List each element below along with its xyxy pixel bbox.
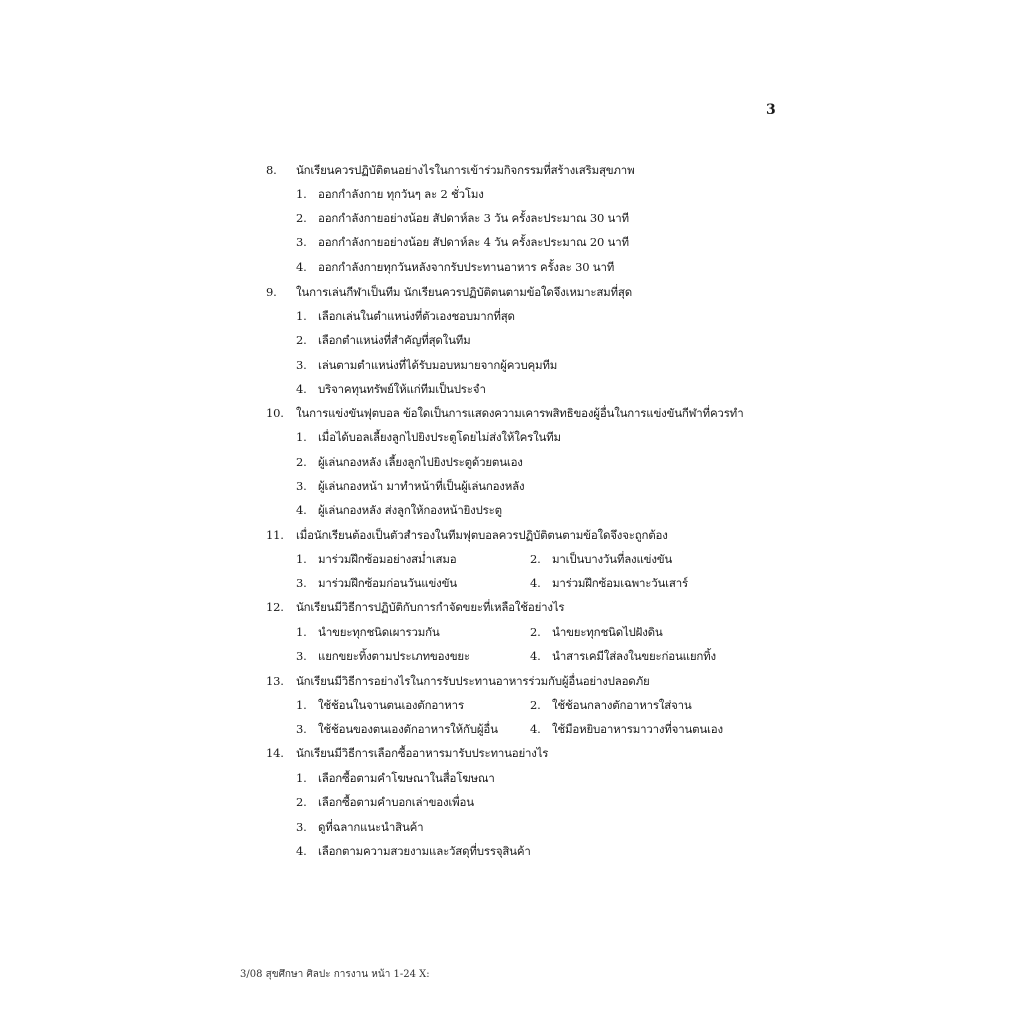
choice bbox=[296, 308, 515, 324]
choice-text: เลือกซื้อตามคำบอกเล่าของเพื่อน bbox=[318, 795, 474, 809]
choice bbox=[530, 721, 723, 737]
question-number: 10. bbox=[266, 406, 284, 420]
choice-text: เมื่อได้บอลเลี้ยงลูกไปยิงประตูโดยไม่ส่งให้ใครในทีม bbox=[318, 430, 561, 444]
question-text: เมื่อนักเรียนต้องเป็นตัวสำรองในทีมฟุตบอลควรปฏิบัติตนตามข้อใดจึงจะถูกต้อง bbox=[296, 528, 668, 542]
choice-number: 4. bbox=[530, 576, 541, 590]
choice bbox=[296, 794, 474, 810]
question-8 bbox=[266, 162, 634, 178]
choice-text: ออกกำลังกายอย่างน้อย สัปดาห์ละ 3 วัน ครั้งละประมาณ 30 นาที bbox=[318, 211, 629, 225]
choice-number: 2. bbox=[530, 552, 541, 566]
choice-text: เลือกตำแหน่งที่สำคัญที่สุดในทีม bbox=[318, 333, 471, 347]
choice-number: 2. bbox=[296, 795, 307, 809]
choice bbox=[296, 210, 629, 226]
page-footer: 3/08 สุขศึกษา ศิลปะ การงาน หน้า 1-24 X: bbox=[240, 969, 430, 980]
choice-text: บริจาคทุนทรัพย์ให้แก่ทีมเป็นประจำ bbox=[318, 382, 486, 396]
question-11 bbox=[266, 527, 668, 543]
choice-text: มาเป็นบางวันที่ลงแข่งขัน bbox=[552, 552, 673, 566]
choice-number: 3. bbox=[296, 235, 307, 249]
question-text: นักเรียนควรปฏิบัติตนอย่างไรในการเข้าร่วมกิจกรรมที่สร้างเสริมสุขภาพ bbox=[296, 163, 635, 177]
choice-number: 4. bbox=[296, 844, 307, 858]
choice-number: 4. bbox=[296, 382, 307, 396]
question-number: 9. bbox=[266, 285, 277, 299]
choice-text: ใช้ช้อนในจานตนเองตักอาหาร bbox=[318, 698, 464, 712]
choice-number: 3. bbox=[296, 649, 307, 663]
choice-text: เลือกเล่นในตำแหน่งที่ตัวเองชอบมากที่สุด bbox=[318, 309, 515, 323]
choice-number: 1. bbox=[296, 187, 307, 201]
choice-number: 4. bbox=[296, 260, 307, 274]
choice bbox=[296, 721, 498, 737]
page-number: 3 bbox=[766, 102, 776, 118]
choice-text: ออกกำลังกาย ทุกวันๆ ละ 2 ชั่วโมง bbox=[318, 187, 484, 201]
choice-text: แยกขยะทิ้งตามประเภทของขยะ bbox=[318, 649, 470, 663]
question-13 bbox=[266, 673, 650, 689]
choice-number: 4. bbox=[296, 503, 307, 517]
choice-text: นำสารเคมีใส่ลงในขยะก่อนแยกทิ้ง bbox=[552, 649, 716, 663]
choice bbox=[296, 381, 486, 397]
choice-number: 1. bbox=[296, 771, 307, 785]
choice-text: ออกกำลังกายทุกวันหลังจากรับประทานอาหาร ครั้งละ 30 นาที bbox=[318, 260, 615, 274]
choice bbox=[296, 454, 523, 470]
question-number: 8. bbox=[266, 163, 277, 177]
choice-text: ผู้เล่นกองหลัง เลี้ยงลูกไปยิงประตูด้วยตนเอง bbox=[318, 455, 523, 469]
choice-text: มาร่วมฝึกซ้อมเฉพาะวันเสาร์ bbox=[552, 576, 688, 590]
choice bbox=[296, 770, 495, 786]
choice-text: มาร่วมฝึกซ้อมก่อนวันแข่งขัน bbox=[318, 576, 457, 590]
choice bbox=[530, 648, 716, 664]
choice bbox=[530, 624, 663, 640]
choice-text: ออกกำลังกายอย่างน้อย สัปดาห์ละ 4 วัน ครั้งละประมาณ 20 นาที bbox=[318, 235, 629, 249]
choice-number: 2. bbox=[296, 211, 307, 225]
choice bbox=[296, 502, 502, 518]
question-10 bbox=[266, 405, 744, 421]
choice-number: 1. bbox=[296, 430, 307, 444]
choice-number: 2. bbox=[296, 333, 307, 347]
question-12 bbox=[266, 599, 564, 615]
choice-text: เลือกตามความสวยงามและวัสดุที่บรรจุสินค้า bbox=[318, 844, 531, 858]
choice bbox=[296, 697, 464, 713]
choice-text: ดูที่ฉลากแนะนำสินค้า bbox=[318, 820, 424, 834]
choice bbox=[296, 332, 471, 348]
choice-number: 2. bbox=[530, 698, 541, 712]
choice-number: 4. bbox=[530, 722, 541, 736]
choice bbox=[296, 234, 629, 250]
question-number: 12. bbox=[266, 600, 284, 614]
question-text: ในการแข่งขันฟุตบอล ข้อใดเป็นการแสดงความเคารพสิทธิของผู้อื่นในการแข่งขันกีฬาที่ควรทำ bbox=[296, 406, 744, 420]
choice bbox=[296, 819, 423, 835]
choice bbox=[296, 648, 470, 664]
choice-text: ผู้เล่นกองหลัง ส่งลูกให้กองหน้ายิงประตู bbox=[318, 503, 502, 517]
choice-text: ใช้ช้อนของตนเองตักอาหารให้กับผู้อื่น bbox=[318, 722, 498, 736]
choice-text: มาร่วมฝึกซ้อมอย่างสม่ำเสมอ bbox=[318, 552, 457, 566]
choice bbox=[530, 697, 692, 713]
choice-number: 3. bbox=[296, 820, 307, 834]
choice-text: เล่นตามตำแหน่งที่ได้รับมอบหมายจากผู้ควบคุมทีม bbox=[318, 358, 558, 372]
choice-number: 4. bbox=[530, 649, 541, 663]
choice-number: 1. bbox=[296, 309, 307, 323]
question-9 bbox=[266, 284, 632, 300]
choice-number: 3. bbox=[296, 479, 307, 493]
choice-text: ผู้เล่นกองหน้า มาทำหน้าที่เป็นผู้เล่นกองหลัง bbox=[318, 479, 525, 493]
choice bbox=[296, 429, 561, 445]
choice bbox=[296, 186, 484, 202]
choice bbox=[296, 843, 531, 859]
choice-number: 2. bbox=[530, 625, 541, 639]
choice bbox=[296, 259, 614, 275]
choice-number: 3. bbox=[296, 358, 307, 372]
question-number: 14. bbox=[266, 746, 284, 760]
choice bbox=[296, 357, 557, 373]
choice-text: ใช้ช้อนกลางตักอาหารใส่จาน bbox=[552, 698, 692, 712]
question-text: นักเรียนมีวิธีการเลือกซื้ออาหารมารับประทานอย่างไร bbox=[296, 746, 549, 760]
choice bbox=[296, 575, 457, 591]
question-text: ในการเล่นกีฬาเป็นทีม นักเรียนควรปฏิบัติตนตามข้อใดจึงเหมาะสมที่สุด bbox=[296, 285, 632, 299]
choice bbox=[530, 575, 688, 591]
question-text: นักเรียนมีวิธีการปฏิบัติกับการกำจัดขยะที่เหลือใช้อย่างไร bbox=[296, 600, 565, 614]
choice-text: นำขยะทุกชนิดเผารวมกัน bbox=[318, 625, 440, 639]
choice-text: เลือกซื้อตามคำโฆษณาในสื่อโฆษณา bbox=[318, 771, 495, 785]
choice-text: ใช้มือหยิบอาหารมาวางที่จานตนเอง bbox=[552, 722, 723, 736]
choice bbox=[296, 478, 524, 494]
choice-number: 1. bbox=[296, 625, 307, 639]
choice-number: 1. bbox=[296, 698, 307, 712]
choice-number: 3. bbox=[296, 722, 307, 736]
question-14 bbox=[266, 745, 548, 761]
question-number: 13. bbox=[266, 674, 284, 688]
choice bbox=[296, 551, 456, 567]
choice bbox=[530, 551, 672, 567]
question-text: นักเรียนมีวิธีการอย่างไรในการรับประทานอาหารร่วมกับผู้อื่นอย่างปลอดภัย bbox=[296, 674, 650, 688]
choice bbox=[296, 624, 440, 640]
question-number: 11. bbox=[266, 528, 284, 542]
choice-number: 1. bbox=[296, 552, 307, 566]
choice-number: 2. bbox=[296, 455, 307, 469]
choice-text: นำขยะทุกชนิดไปฝังดิน bbox=[552, 625, 663, 639]
choice-number: 3. bbox=[296, 576, 307, 590]
